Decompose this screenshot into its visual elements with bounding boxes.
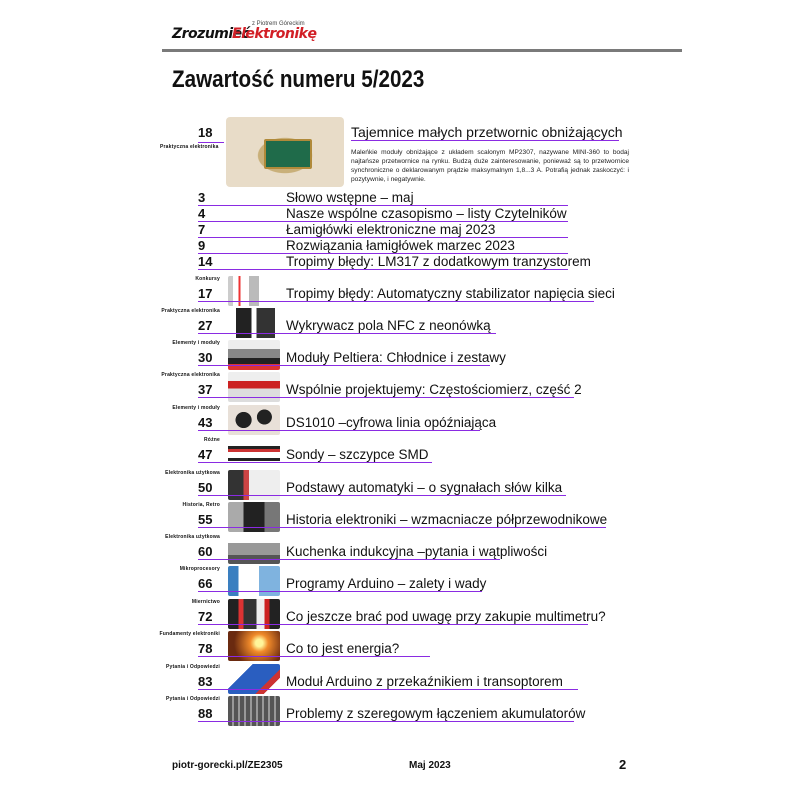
toc-underline [198, 624, 588, 625]
toc-article-link[interactable]: Co jeszcze brać pod uwagę przy zakupie multimetru? [286, 609, 606, 624]
toc-page-number[interactable]: 4 [198, 206, 206, 221]
featured-article-link[interactable]: Tajemnice małych przetwornic obniżających [351, 124, 623, 140]
toc-underline [198, 721, 574, 722]
toc-page-number[interactable]: 14 [198, 254, 213, 269]
toc-article-link[interactable]: Moduły Peltiera: Chłodnice i zestawy [286, 350, 506, 365]
toc-article-link[interactable]: Historia elektroniki – wzmacniacze półprzewodnikowe [286, 512, 608, 527]
toc-article-link[interactable]: Sondy – szczypce SMD [286, 447, 429, 462]
toc-underline [198, 591, 482, 592]
toc-underline [198, 656, 430, 657]
toc-article-link[interactable]: Moduł Arduino z przekaźnikiem i transoptorem [286, 674, 563, 689]
featured-title-underline [351, 140, 619, 141]
toc-category: Fundamenty elektroniki [159, 631, 220, 637]
converter-module-photo [226, 117, 344, 187]
toc-category: Różne [204, 437, 220, 443]
toc-page-number[interactable]: 72 [198, 609, 213, 624]
toc-category: Elementy i moduły [172, 340, 220, 346]
toc-article-link[interactable]: Słowo wstępne – maj [286, 190, 414, 205]
footer-issue: Maj 2023 [409, 760, 451, 771]
magazine-logo [172, 21, 317, 44]
toc-page-number[interactable]: 7 [198, 222, 206, 237]
toc-page-number[interactable]: 37 [198, 382, 213, 397]
toc-article-link[interactable]: Wykrywacz pola NFC z neonówką [286, 318, 491, 333]
toc-category: Pytania i Odpowiedzi [165, 696, 220, 702]
toc-article-link[interactable]: Podstawy automatyki – o sygnałach słów kilka [286, 480, 563, 495]
toc-page-number[interactable]: 83 [198, 674, 213, 689]
toc-page-number[interactable]: 66 [198, 576, 213, 591]
featured-page-number[interactable]: 18 [198, 125, 213, 140]
toc-page-number[interactable]: 78 [198, 641, 213, 656]
header-rule [162, 49, 682, 52]
toc-page-number[interactable]: 60 [198, 544, 213, 559]
toc-article-link[interactable]: Łamigłówki elektroniczne maj 2023 [286, 222, 496, 237]
toc-category: Pytania i Odpowiedzi [165, 664, 220, 670]
toc-page-number[interactable]: 50 [198, 480, 213, 495]
logo-subtitle: z Piotrem Góreckim [252, 21, 305, 27]
toc-underline [198, 301, 594, 302]
toc-category: Mikroprocesory [179, 566, 220, 572]
toc-page-number[interactable]: 17 [198, 286, 213, 301]
toc-article-link[interactable]: Co to jest energia? [286, 641, 400, 656]
toc-underline [198, 430, 480, 431]
toc-article-link[interactable]: DS1010 –cyfrowa linia opóźniająca [286, 415, 497, 430]
toc-underline [198, 397, 574, 398]
toc-underline [198, 495, 566, 496]
toc-article-link[interactable]: Problemy z szeregowym łączeniem akumulatorów [286, 706, 586, 721]
toc-article-link[interactable]: Programy Arduino – zalety i wady [286, 576, 487, 591]
toc-article-link[interactable]: Rozwiązania łamigłówek marzec 2023 [286, 238, 515, 253]
featured-page-underline [198, 142, 224, 143]
toc-category: Konkursy [195, 276, 220, 282]
toc-page-number[interactable]: 3 [198, 190, 206, 205]
toc-category: Elementy i moduły [172, 405, 220, 411]
toc-page-number[interactable]: 43 [198, 415, 213, 430]
logo-text-elektronike: Elektronikę [232, 26, 317, 42]
toc-category: Praktyczna elektronika [161, 308, 220, 314]
page-title: Zawartość numeru 5/2023 [172, 66, 425, 93]
toc-page-number[interactable]: 27 [198, 318, 213, 333]
pcb-module-icon [264, 139, 312, 169]
footer-page-number: 2 [619, 757, 627, 772]
toc-category: Elektronika użytkowa [165, 470, 220, 476]
toc-page-number[interactable]: 47 [198, 447, 213, 462]
toc-page-number[interactable]: 9 [198, 238, 206, 253]
toc-underline [198, 333, 496, 334]
toc-page-number[interactable]: 88 [198, 706, 213, 721]
toc-category: Praktyczna elektronika [161, 372, 220, 378]
toc-page-number[interactable]: 30 [198, 350, 213, 365]
toc-article-link[interactable]: Wspólnie projektujemy: Częstościomierz, część 2 [286, 382, 582, 397]
toc-underline [198, 269, 568, 270]
logo-text-zrozumiec: Zrozumieć [172, 26, 250, 42]
toc-underline [198, 527, 606, 528]
toc-underline [198, 559, 500, 560]
toc-underline [198, 689, 578, 690]
toc-category: Historia, Retro [182, 502, 220, 508]
toc-underline [198, 462, 432, 463]
toc-article-link[interactable]: Tropimy błędy: LM317 z dodatkowym tranzystorem [286, 254, 591, 269]
featured-category: Praktyczna elektronika [160, 144, 219, 150]
toc-category: Elektronika użytkowa [165, 534, 220, 540]
toc-article-link[interactable]: Nasze wspólne czasopismo – listy Czytelników [286, 206, 567, 221]
footer-url[interactable]: piotr-gorecki.pl/ZE2305 [172, 760, 283, 771]
toc-underline [198, 365, 490, 366]
toc-category: Miernictwo [191, 599, 220, 605]
toc-article-link[interactable]: Kuchenka indukcyjna –pytania i wątpliwości [286, 544, 548, 559]
toc-article-link[interactable]: Tropimy błędy: Automatyczny stabilizator napięcia sieci [286, 286, 615, 301]
toc-page-number[interactable]: 55 [198, 512, 213, 527]
featured-description: Maleńkie moduły obniżające z układem scalonym MP2307, nazywane MINI-360 to bodaj najtańsze przetwornice na rynku. Budzą duże zainteresowanie, ponieważ są to przetwornice synchroniczne o deklarowanym prądzie maksymalnym 1,8...3 A. Potrafią jednak zaskoczyć: i pozytywnie, i negatywnie. [351, 149, 629, 183]
